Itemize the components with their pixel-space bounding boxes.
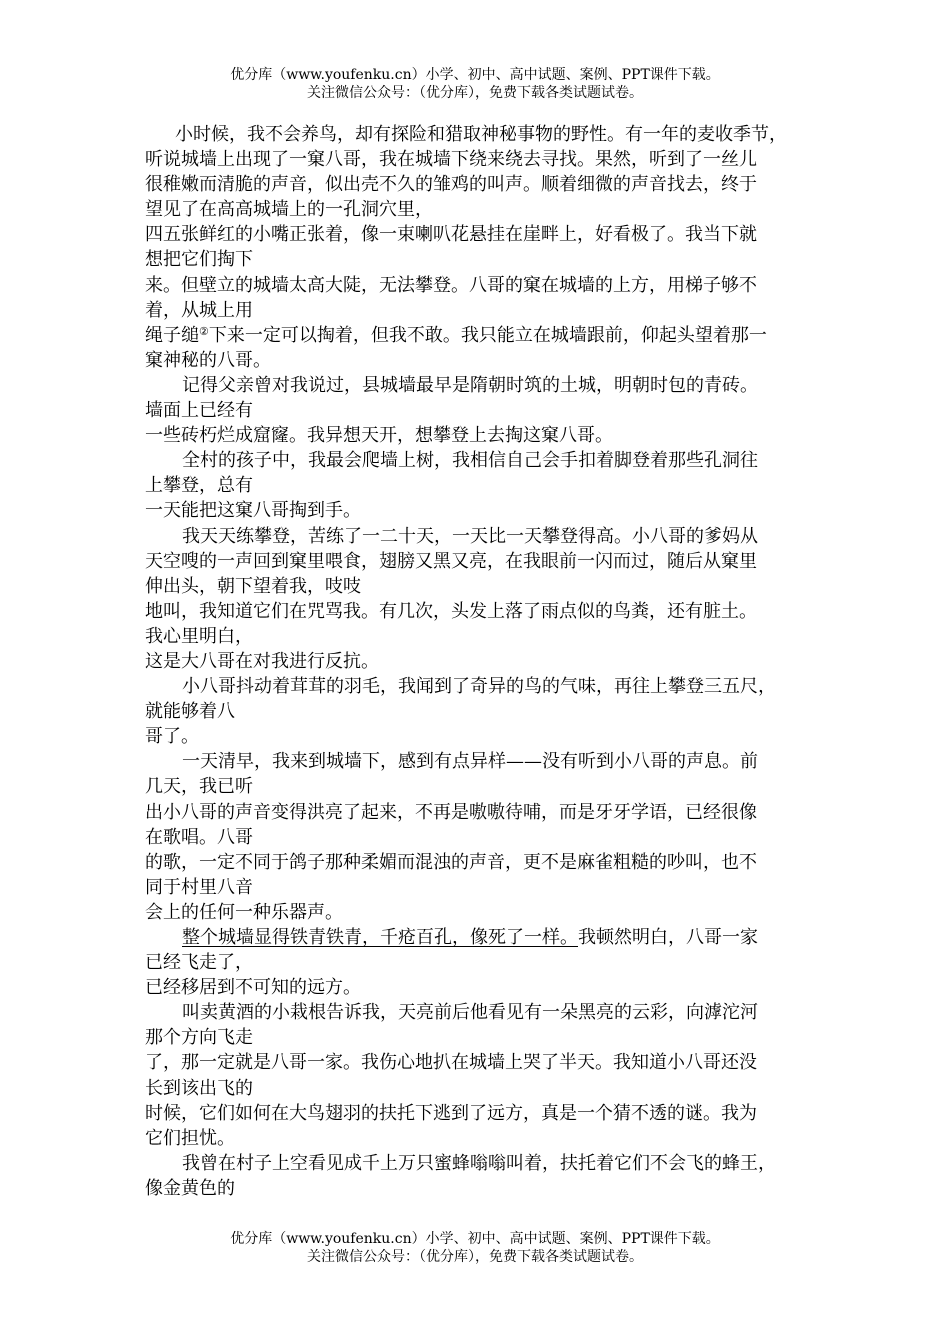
text-line: 像金黄色的 (145, 1177, 235, 1199)
text-line: 小八哥抖动着茸茸的羽毛，我闻到了奇异的鸟的气味，再往上攀登三五尺， (182, 676, 776, 698)
text-line: 地叫，我知道它们在咒骂我。有几次，头发上落了雨点似的鸟粪，还有脏土。 (145, 600, 757, 622)
text-fragment: 下来一定可以掏着，但我不敢。我只能立在城墙跟前，仰起头望着那一 (208, 324, 767, 346)
text-line: 墙面上已经有 (145, 400, 253, 422)
footnote-marker: ② (199, 324, 209, 338)
page-header (0, 66, 950, 102)
text-line: 的歌，一定不同于鸽子那种柔媚而混浊的声音，更不是麻雀粗糙的吵叫，也不 (145, 851, 757, 873)
text-line: 我曾在村子上空看见成千上万只蜜蜂嗡嗡叫着，扶托着它们不会飞的蜂王， (182, 1152, 776, 1174)
text-line: 就能够着八 (145, 701, 235, 723)
text-line: 一天清早，我来到城墙下，感到有点异样——没有听到小八哥的声息。前 (182, 751, 758, 773)
text-line: 四五张鲜红的小嘴正张着，像一束喇叭花悬挂在崖畔上，好看极了。我当下就 (145, 224, 757, 246)
text-line: 记得父亲曾对我说过，县城墙最早是隋朝时筑的土城，明朝时包的青砖。 (182, 374, 758, 396)
text-line: 我心里明白， (145, 625, 253, 647)
text-line: 时候，它们如何在大鸟翅羽的扶托下逃到了远方，真是一个猜不透的谜。我为 (145, 1102, 757, 1124)
text-line: 在歌唱。八哥 (145, 826, 253, 848)
text-line: 伸出头，朝下望着我，吱吱 (145, 575, 361, 597)
text-line: 它们担忧。 (145, 1127, 235, 1149)
text-line: 同于村里八音 (145, 876, 253, 898)
text-line: 会上的任何一种乐器声。 (145, 901, 343, 923)
text-line: 望见了在高高城墙上的一孔洞穴里， (145, 199, 433, 221)
text-line (145, 925, 815, 950)
text-line: 几天，我已听 (145, 776, 253, 798)
text-line: 已经移居到不可知的远方。 (145, 977, 361, 999)
text-line: 出小八哥的声音变得洪亮了起来，不再是嗷嗷待哺，而是牙牙学语，已经很像 (145, 801, 757, 823)
header-line-2: 关注微信公众号：（优分库），免费下载各类试题试卷。 (307, 85, 643, 101)
text-line: 叫卖黄酒的小栽根告诉我，天亮前后他看见有一朵黑亮的云彩，向滹沱河 (182, 1002, 758, 1024)
text-fragment: 绳子缒 (145, 324, 199, 346)
text-line: 我天天练攀登，苦练了一二十天，一天比一天攀登得高。小八哥的爹妈从 (182, 525, 758, 547)
text-line: 想把它们掏下 (145, 249, 253, 271)
text-line: 来。但壁立的城墙太高大陡，无法攀登。八哥的窠在城墙的上方，用梯子够不 (145, 274, 757, 296)
header-line-1: 优分库（www.youfenku.cn）小学、初中、高中试题、案例、PPT课件下载。 (230, 67, 720, 83)
text-line: 小时候，我不会养鸟，却有探险和猎取神秘事物的野性。有一年的麦收季节， (175, 124, 787, 145)
text-line: 长到该出飞的 (145, 1077, 253, 1099)
footer-line-2: 关注微信公众号：（优分库），免费下载各类试题试卷。 (307, 1249, 643, 1265)
footer-line-1: 优分库（www.youfenku.cn）小学、初中、高中试题、案例、PPT课件下载。 (230, 1231, 720, 1247)
text-line: 全村的孩子中，我最会爬墙上树，我相信自己会手扣着脚登着那些孔洞往 (182, 450, 758, 472)
article-body (145, 122, 815, 1201)
text-line: 这是大八哥在对我进行反抗。 (145, 650, 379, 672)
text-line: 很稚嫩而清脆的声音，似出壳不久的雏鸡的叫声。顺着细微的声音找去，终于 (145, 174, 757, 196)
text-line: 已经飞走了， (145, 952, 253, 974)
text-line: 一些砖朽烂成窟窿。我异想天开，想攀登上去掏这窠八哥。 (145, 425, 613, 447)
text-line: 哥了。 (145, 726, 199, 748)
underlined-sentence: 整个城墙显得铁青铁青，千疮百孔，像死了一样。 (182, 927, 578, 948)
text-line: 听说城墙上出现了一窠八哥，我在城墙下绕来绕去寻找。果然，听到了一丝儿 (145, 149, 757, 171)
text-line: 窠神秘的八哥。 (145, 349, 271, 371)
text-fragment: 我顿然明白，八哥一家 (578, 927, 758, 948)
text-line: 一天能把这窠八哥掏到手。 (145, 500, 361, 522)
text-line: 那个方向飞走 (145, 1027, 253, 1049)
text-line: 天空嗖的一声回到窠里喂食，翅膀又黑又亮，在我眼前一闪而过，随后从窠里 (145, 550, 757, 572)
text-line (145, 323, 815, 348)
text-line: 着，从城上用 (145, 299, 253, 321)
text-line: 上攀登，总有 (145, 475, 253, 497)
text-line: 了，那一定就是八哥一家。我伤心地扒在城墙上哭了半天。我知道小八哥还没 (145, 1052, 757, 1074)
page-footer (0, 1230, 950, 1266)
